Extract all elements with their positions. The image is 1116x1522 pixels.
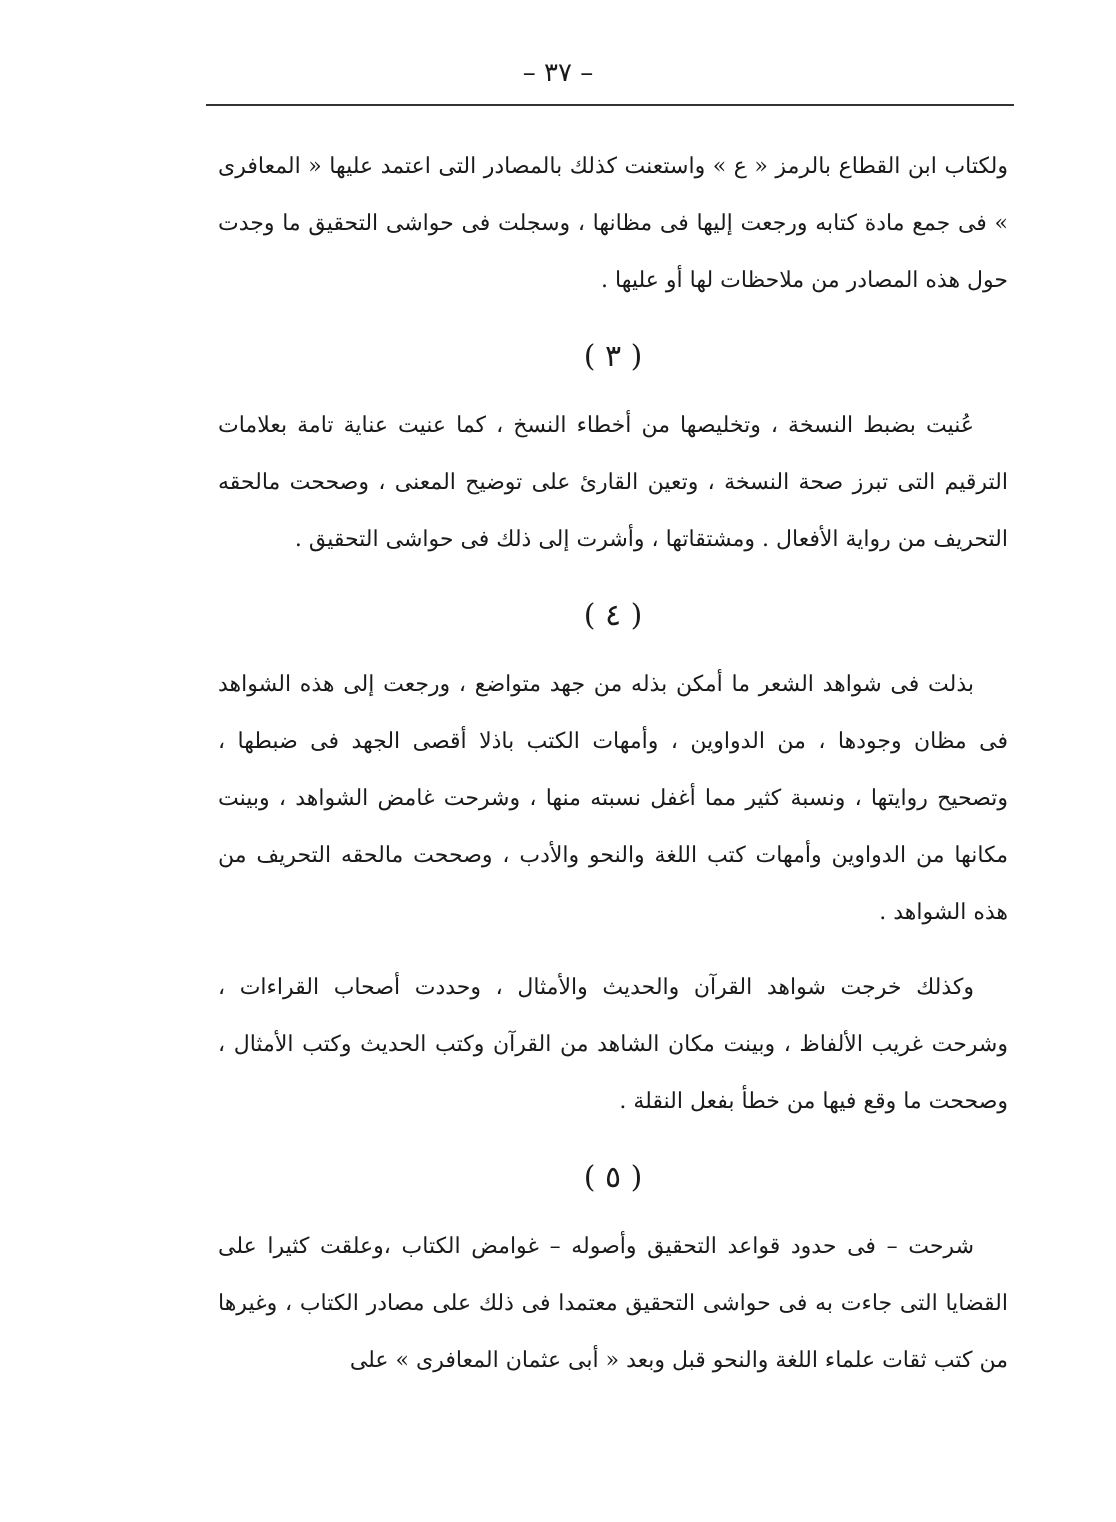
section-heading: ( ٥ ) — [583, 1160, 643, 1195]
paragraph: ولكتاب ابن القطاع بالرمز « ع » واستعنت كذلك بالمصادر التى اعتمد عليها « المعافرى » فى جمع مادة كتابه ورجعت إليها فى مظانها ، وسجلت فى حواشى التحقيق ما وجدت حول هذه المصادر من ملاحظات لها أو عليها . — [218, 154, 1008, 293]
section-heading: ( ٤ ) — [583, 598, 643, 633]
page-number: – ٣٧ – — [522, 58, 594, 88]
paragraph: عُنيت بضبط النسخة ، وتخليصها من أخطاء النسخ ، كما عنيت عناية تامة بعلامات الترقيم التى تبرز صحة النسخة ، وتعين القارئ على توضيح المعنى ، وصححت مالحقه التحريف من رواية الأفعال . ومشتقاتها ، وأشرت إلى ذلك فى حواشى التحقيق . — [218, 413, 1008, 552]
paragraph: شرحت – فى حدود قواعد التحقيق وأصوله – غوامض الكتاب ،وعلقت كثيرا على القضايا التى جاءت به فى حواشى التحقيق معتمدا فى ذلك على مصادر الكتاب ، وغيرها من كتب ثقات علماء اللغة والنحو قبل وبعد « أبى عثمان المعافرى » على — [218, 1234, 1008, 1373]
page-body — [218, 138, 1008, 1389]
paragraph: بذلت فى شواهد الشعر ما أمكن بذله من جهد متواضع ، ورجعت إلى هذه الشواهد فى مظان وجودها ، من الدواوين ، وأمهات الكتب باذلا أقصى الجهد فى ضبطها ، وتصحيح روايتها ، ونسبة كثير مما أغفل نسبته منها ، وشرحت غامض الشواهد ، وبينت مكانها من الدواوين وأمهات كتب اللغة والنحو والأدب ، وصححت مالحقه التحريف من هذه الشواهد . — [218, 672, 1008, 925]
paragraph: وكذلك خرجت شواهد القرآن والحديث والأمثال ، وحددت أصحاب القراءات ، وشرحت غريب الألفاظ ، وبينت مكان الشاهد من القرآن وكتب الحديث وكتب الأمثال ، وصححت ما وقع فيها من خطأ بفعل النقلة . — [218, 975, 1008, 1114]
header-rule — [206, 104, 1014, 106]
section-heading: ( ٣ ) — [583, 339, 643, 374]
